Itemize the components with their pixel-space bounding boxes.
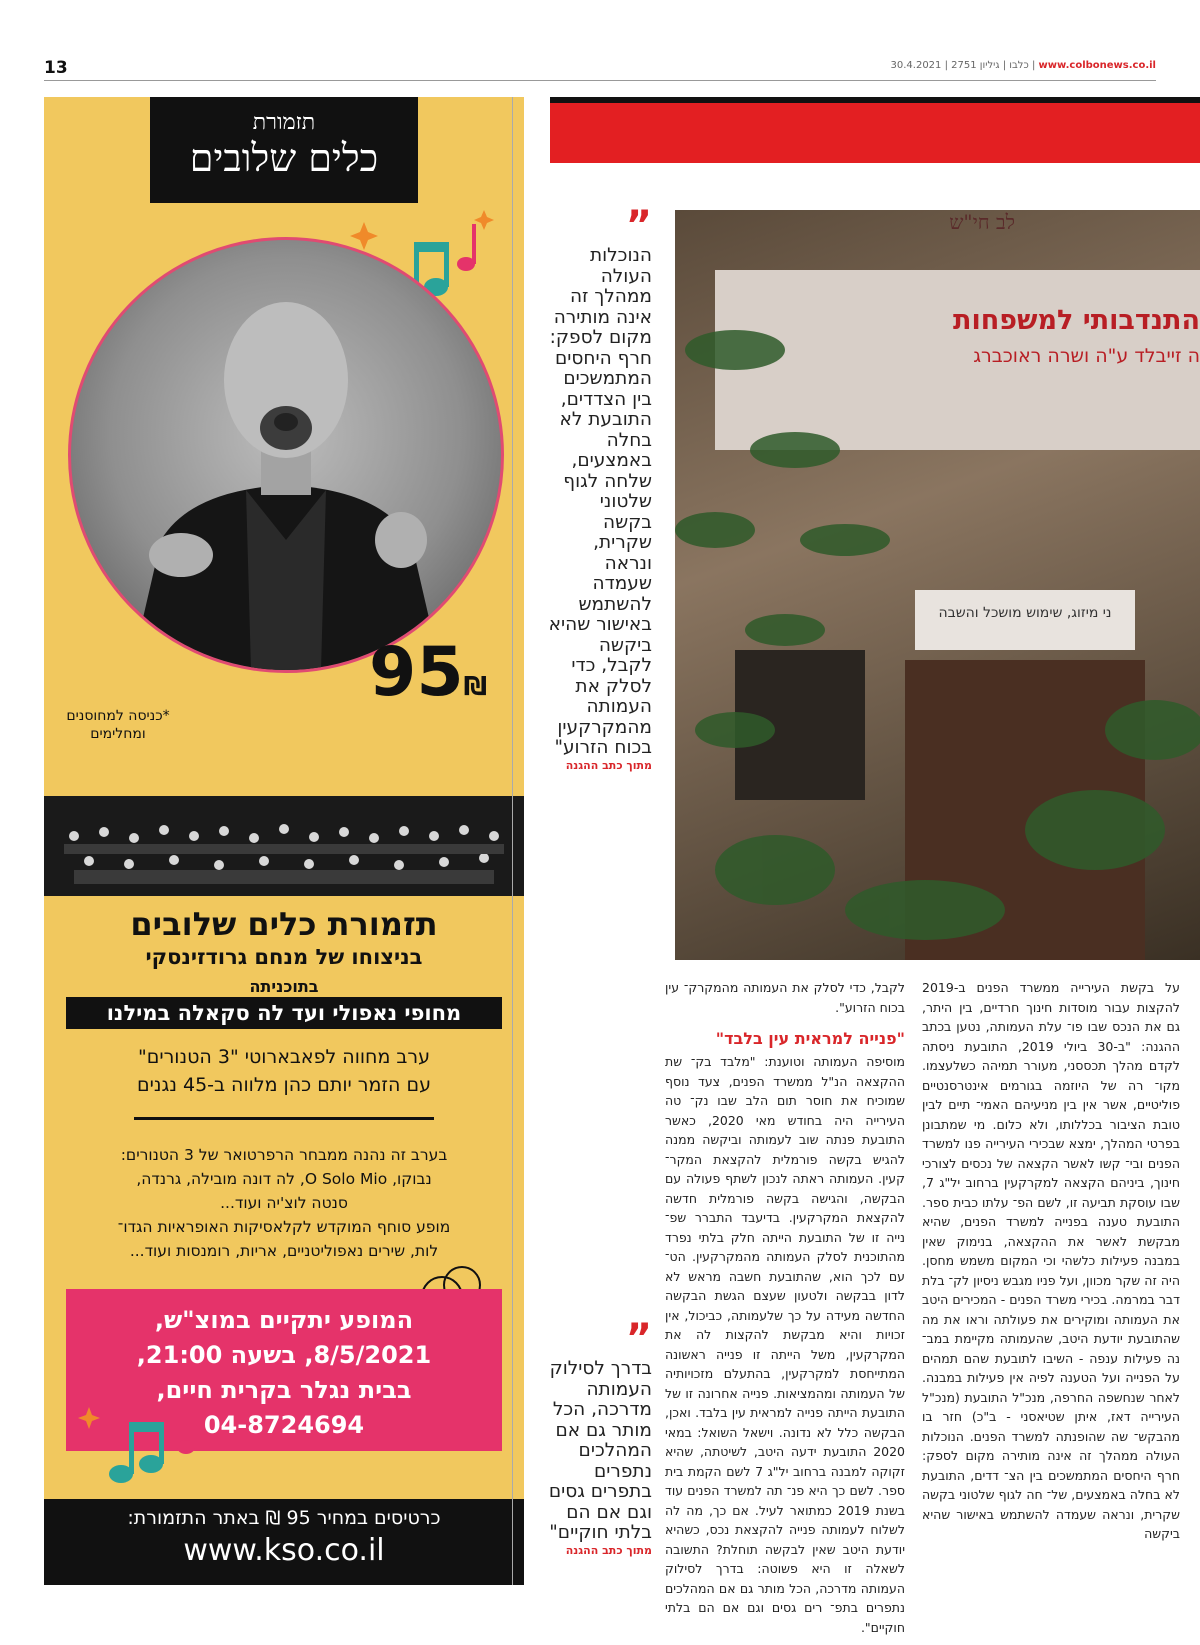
pullquote-1 <box>548 203 652 772</box>
photo-sign-line2: התנדבותי למשפחות <box>953 305 1200 336</box>
program-label: בתוכניתה <box>249 977 319 996</box>
event-line: בבית נגלר בקרית חיים, <box>156 1376 412 1404</box>
header-url[interactable]: www.colbonews.co.il <box>1038 60 1156 71</box>
logo-line2: כלים שלובים <box>189 136 379 180</box>
tickets-bar <box>44 1499 524 1585</box>
article-banner-edge <box>550 97 1200 103</box>
header-publication: כלבו <box>1009 60 1029 71</box>
page-number: 13 <box>44 58 68 78</box>
orchestra-logo <box>150 97 418 203</box>
evening-line2: עם הזמר יותם כהן מלווה ב-45 נגנים <box>137 1074 431 1096</box>
article-left-body: מוסיפה העמותה וטוענת: "מלבד בק־ שת ההקצאה הנ"ל ממשרד הפנים, צעד נוסף שמוכיח את חוסר תום הלב שבו נק־ טה העירייה היה בחודש מאי 2020, כאשר התובעת פנתה שוב לעמותה וביקשה ממנה להגיש בקשה פורמלית להקצאת המקר־ קעין. העמותה ראתה לנכון לשתף פעולה עם הבקשה, והגישה בקשה פורמלית חדשה להקצאת המקרקעין. בדיעבד התברר שפ־ נייה זו של התובעת הייתה חלק בלתי נפרד מהתוכנית לסלק העמותה מהמקרקעין. הט־ עם לכך הוא, שהתובעת חשבה מראש לא לדון בבקשה ולטעון שעצם הגשת הבקשה החדשה מעידה על כך שלעמותה, כביכול, אין זכויות והיא מבקשת להקצות לה את המקרקעין, משל הייתה זו פנייה ראשונה המתייחסת למקרקעין, בהתעלם מזכויותיה של העמותה ומהמציאות. פנייה אחרונה זו של התובעת הייתה פנייה למראית עין בלבד. ואכן, הבקשה כלל לא נדונה. וישאל השואל: במאי 2020 התובעת ידעה היטב, לשיטתה, שהיא זקוקה למבנה ברחוב יל"ג 7 לשם הקמת בית ספר. לשם כך היא פנ־ תה למשרד הפנים עוד בשנת 2019 כמתואר לעיל. אם כך, מה לה לשלוח לעמותה פנייה להקצאת נכס, כשהיא יודעת היטב שאין לבקשה תוחלת? התשובה לשאלה זו היא פשוטה: בדרך לסילוק העמותה מדרכה, הכל מותר גם אם המהלכים נתפרים בתפ־ רים גסים וגם אם הם בלתי חוקיים". <box>665 1054 905 1635</box>
quote-mark-icon: ” <box>625 203 652 249</box>
singer-photo <box>68 237 504 673</box>
program-title: מחופי נאפולי ועד לה סקאלה במילנו <box>66 997 502 1029</box>
music-notes-icon <box>74 1387 224 1497</box>
pullquote-2 <box>548 1316 652 1557</box>
pullquote-2-source: מתוך כתב ההגנה <box>565 1543 652 1557</box>
tickets-line: כרטיסים במחיר 95 ₪ באתר התזמורת: <box>127 1507 441 1529</box>
conductor-line: בניצוחו של מנחם גרודזינסקי <box>145 945 423 969</box>
concert-title: תזמורת כלים שלובים <box>130 905 438 943</box>
repertoire-line: מופע סוחף המוקדש לקלאסיקות האופראיות הגדו־ <box>117 1218 451 1236</box>
page-header-meta: www.colbonews.co.il | כלבו | גיליון 2751 | 30.4.2021 <box>890 60 1156 71</box>
pullquote-1-source: מתוך כתב ההגנה <box>565 758 652 772</box>
event-line: 8/5/2021, בשעה 21:00, <box>136 1341 432 1369</box>
price-value: 95 <box>369 633 464 712</box>
repertoire-line: בערב זה נהנה ממבחר הרפרטואר של 3 הטנורים: <box>120 1146 448 1164</box>
header-issue: גיליון 2751 <box>951 60 1000 71</box>
website-link[interactable]: www.kso.co.il <box>183 1533 385 1568</box>
photo-sign-line3: ה זייבלד ע"ה ושרה ראוכברג <box>973 345 1200 367</box>
photo-sign-line4: ני מיזוג, שימוש מושכל והשבה <box>938 605 1112 621</box>
event-line: המופע יתקיים במוצ"ש, <box>154 1306 414 1334</box>
repertoire-line: סנטה לוצ'יה ועוד... <box>220 1194 348 1212</box>
evening-line1: ערב מחווה לפאבארוטי "3 הטנורים" <box>137 1046 431 1068</box>
price-currency: ₪ <box>463 672 488 702</box>
evening-description <box>54 1043 514 1099</box>
article-left-intro: לקבל, כדי לסלק את העמותה מהמקרק־ עין בכוח הזרוע". <box>665 980 905 1015</box>
article-red-banner <box>550 97 1200 163</box>
article-photo <box>675 210 1200 960</box>
header-divider <box>44 80 1156 81</box>
repertoire-line: נבוקו, O Solo Mio, לה דונה מובילה, גרנדה, <box>136 1170 432 1188</box>
column-divider <box>512 97 513 1585</box>
repertoire-text <box>64 1143 504 1263</box>
article-column-right: על בקשת העירייה ממשרד הפנים ב-2019 להקצות עבור מוסדות חינוך חרדיים, בין היתר, גם את הנכס שבו פו־ עלת העמותה, נטען בכתב ההגנה: "ב-30 ביולי 2019, התובעת ניסתה לקדם מהלך תכססני, מעורר תמיהה כשלעצמו. מקו־ רה של היוזמה בגורמים אינטרסנטיים פוליטיים, אשר אין בין מניעיהם האמי־ תיים לבין טובת הציבור בכללותו, ולא כלום. מי שמתבונן בפרטי המהלך, ימצא שבכירי העירייה פנו למשרד הפנים ובי־ קשו לאשר הקצאה של נכסים לצורכי חינוך, ביניהם הקצאה למקרקעין ברחוב יל"ג 7, שבו עוסקת תביעה זו, לשם הפ־ עלתו כבית ספר. התובעת טענה בפנייה למשרד הפנים, שהיא מבקשת לאשר את ההקצאה, בנימוק שאין במבנה פעילות כלשהי וכי המקום משמש מחסן. היה זה שקר מכוון, ועל פניו מגבש ניסיון לק־ בלת דבר במרמה. בכירי משרד הפנים - המכירים היטב את העמותה ומוקירים את פעולתה וראו את מה שהתובעת יודעת היטב, שהעמותה מקיימת במב־ נה פעילות ענפה - השיבו לתובעת שהם תמהים על הפנייה ועל הטענה לפיה אין פעילות במבנה. לאחר שנחשפה החרפה, מנכ"ל התובעת (מנכ"ל העירייה דאז, איתן שטיאסני - ב"כ) חזר בו מהבקש־ שה שהופנתה למשרד הפנים. הנוכלות העולה ממהלך זה אינה מותירה מקום לספק: חרף היחסים המתמשכים בין הצ־ דדים, התובעת לא בחלה באמצעים, של־ חה לגוף שלטוני בקשה שקרית, ונראה שעמדה להשתמש באישור שהיא ביקשה <box>922 980 1180 1541</box>
orchestra-advertisement <box>44 97 524 1585</box>
orchestra-photo <box>44 796 524 896</box>
repertoire-line: לות, שירים נאפוליטניים, אריות, רומנסות ועוד... <box>129 1242 439 1260</box>
header-date: 30.4.2021 <box>890 60 942 71</box>
entry-disclaimer: *כניסה למחוסנים ומחלימים <box>66 708 170 742</box>
ticket-price <box>369 633 488 723</box>
pullquote-1-text: הנוכלות העולה ממהלך זה אינה מותירה מקום לספק: חרף היחסים המתמשכים בין הצדדים, התובעת לא בחלה באמצעים, שלחה לגוף שלטוני בקשה שקרית, ונראה שעמדה להשתמש באישור שהיא ביקשה לקבל, כדי לסלק את העמותה מהמקרקעין בכוח הזרוע" <box>548 245 652 758</box>
photo-sign-line1: לב חי"ש <box>949 210 1015 234</box>
pullquote-2-text: בדרך לסילוק העמותה מדרכה, הכל מותר גם אם המהלכים נתפרים בתפרים גסים וגם אם הם בלתי חוקיים" <box>548 1358 652 1543</box>
article-column-left <box>665 978 905 1637</box>
event-phone[interactable]: 04-8724694 <box>203 1411 365 1439</box>
quote-mark-icon: ” <box>625 1316 652 1362</box>
ad-divider <box>134 1117 434 1120</box>
logo-line1: תזמורת <box>252 110 316 135</box>
article-subhead: "פנייה למראית עין בלבד" <box>715 1029 905 1048</box>
